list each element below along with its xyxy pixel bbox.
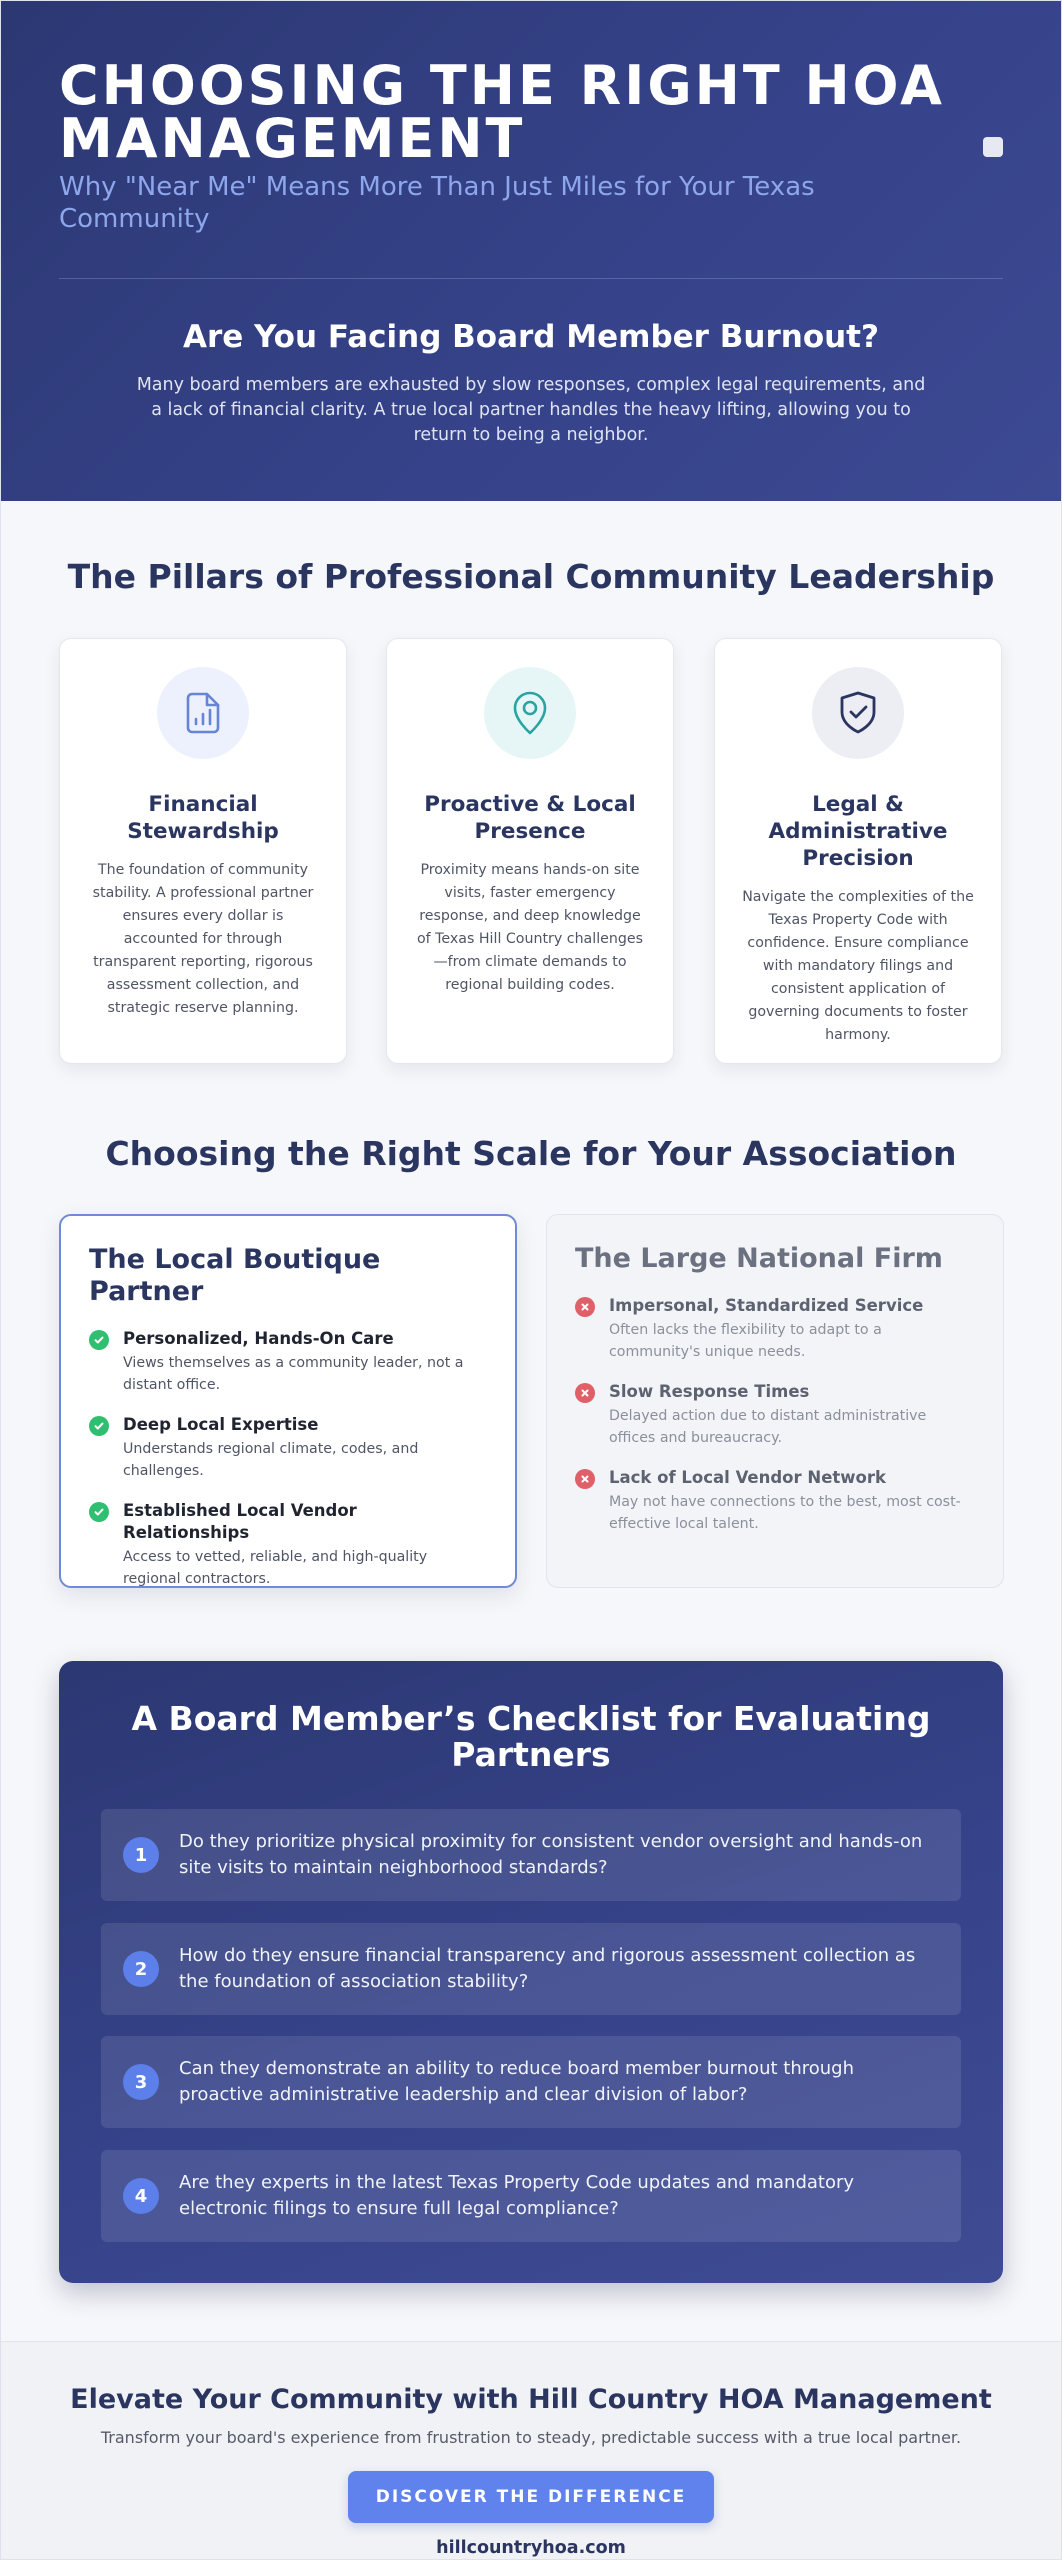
- item-title: Impersonal, Standardized Service: [609, 1296, 924, 1315]
- item-desc: May not have connections to the best, most cost-effective local talent.: [609, 1494, 961, 1532]
- scale-title: Choosing the Right Scale for Your Association: [105, 1134, 957, 1173]
- pillar-text: The foundation of community stability. A professional partner ensures every dollar is accounted for through transparent reporting, rigorous assessment collection, and strategic reserve planning.: [92, 862, 314, 1016]
- item-desc: Access to vetted, reliable, and high-quality regional contractors.: [123, 1549, 428, 1587]
- checklist-item: [101, 2150, 961, 2242]
- checklist-section: [59, 1661, 1003, 2283]
- x-circle-icon: [575, 1469, 595, 1489]
- pillar-title: Financial Stewardship: [127, 792, 279, 844]
- check-circle-icon: [89, 1416, 109, 1436]
- pillar-text: Proximity means hands-on site visits, faster emergency response, and deep knowledge of Texas Hill Country challenges—from climate demands to regional building codes.: [416, 862, 643, 993]
- checklist-title: A Board Member’s Checklist for Evaluating Partners: [131, 1699, 931, 1774]
- step-number-badge: 1: [123, 1837, 159, 1873]
- item-title: Lack of Local Vendor Network: [609, 1468, 886, 1487]
- pillar-card-local-presence: [386, 638, 674, 1064]
- list-item: [575, 1467, 975, 1535]
- x-circle-icon: [575, 1297, 595, 1317]
- list-item: [89, 1500, 487, 1590]
- checklist-item: [101, 1809, 961, 1901]
- item-title: Established Local Vendor Relationships: [123, 1501, 357, 1542]
- national-firm-heading: The Large National Firm: [575, 1243, 943, 1274]
- step-number-badge: 3: [123, 2064, 159, 2100]
- checklist-item: [101, 2036, 961, 2128]
- pillar-card-legal: [714, 638, 1002, 1064]
- item-title: Slow Response Times: [609, 1382, 810, 1401]
- square-icon: [983, 137, 1003, 157]
- step-number-badge: 2: [123, 1951, 159, 1987]
- list-item: [89, 1328, 487, 1396]
- hero-divider: [59, 278, 1003, 279]
- checklist-item-text: Can they demonstrate an ability to reduce board member burnout through proactive administrative leadership and clear division of labor?: [179, 2058, 854, 2105]
- checklist-item: [101, 1923, 961, 2015]
- footer-title: Elevate Your Community with Hill Country HOA Management: [70, 2384, 992, 2415]
- item-title: Deep Local Expertise: [123, 1415, 319, 1434]
- website-link[interactable]: hillcountryhoa.com: [436, 2538, 626, 2558]
- local-partner-heading: The Local Boutique Partner: [89, 1244, 381, 1307]
- list-item: [575, 1295, 975, 1363]
- burnout-title: Are You Facing Board Member Burnout?: [182, 319, 879, 355]
- item-desc: Views themselves as a community leader, not a distant office.: [123, 1355, 464, 1393]
- map-pin-icon: [484, 667, 576, 759]
- file-chart-icon: [157, 667, 249, 759]
- check-circle-icon: [89, 1502, 109, 1522]
- item-desc: Understands regional climate, codes, and challenges.: [123, 1441, 419, 1479]
- x-circle-icon: [575, 1383, 595, 1403]
- check-circle-icon: [89, 1330, 109, 1350]
- checklist-item-text: How do they ensure financial transparency and rigorous assessment collection as the foundation of association stability?: [179, 1945, 916, 1992]
- pillar-card-financial: [59, 638, 347, 1064]
- item-title: Personalized, Hands-On Care: [123, 1329, 394, 1348]
- list-item: [89, 1414, 487, 1482]
- shield-check-icon: [812, 667, 904, 759]
- item-desc: Delayed action due to distant administrative offices and bureaucracy.: [609, 1408, 927, 1446]
- pillar-title: Proactive & Local Presence: [424, 792, 636, 844]
- local-partner-card: [59, 1214, 517, 1588]
- footer-cta-section: [1, 2341, 1061, 2560]
- discover-the-difference-button[interactable]: DISCOVER THE DIFFERENCE: [348, 2471, 714, 2523]
- list-item: [575, 1381, 975, 1449]
- burnout-text: Many board members are exhausted by slow responses, complex legal requirements, and a lack of financial clarity. A true local partner handles the heavy lifting, allowing you to return to being a neighbor.: [136, 375, 926, 445]
- pillars-title: The Pillars of Professional Community Leadership: [67, 557, 995, 596]
- hero-title: CHOOSING THE RIGHT HOA MANAGEMENT: [59, 54, 945, 170]
- checklist-item-text: Are they experts in the latest Texas Property Code updates and mandatory electronic filings to ensure full legal compliance?: [179, 2172, 855, 2219]
- hero-subtitle: Why "Near Me" Means More Than Just Miles for Your Texas Community: [59, 172, 815, 234]
- hero-section: [1, 1, 1061, 501]
- checklist-item-text: Do they prioritize physical proximity for consistent vendor oversight and hands-on site visits to maintain neighborhood standards?: [179, 1831, 923, 1878]
- step-number-badge: 4: [123, 2178, 159, 2214]
- pillar-title: Legal & Administrative Precision: [768, 792, 948, 871]
- item-desc: Often lacks the flexibility to adapt to a community's unique needs.: [609, 1322, 882, 1360]
- national-firm-card: [546, 1214, 1004, 1588]
- pillar-text: Navigate the complexities of the Texas Property Code with confidence. Ensure compliance with mandatory filings and consistent application of governing documents to foster harmony.: [742, 889, 974, 1043]
- footer-text: Transform your board's experience from frustration to steady, predictable success with a true local partner.: [100, 2428, 962, 2447]
